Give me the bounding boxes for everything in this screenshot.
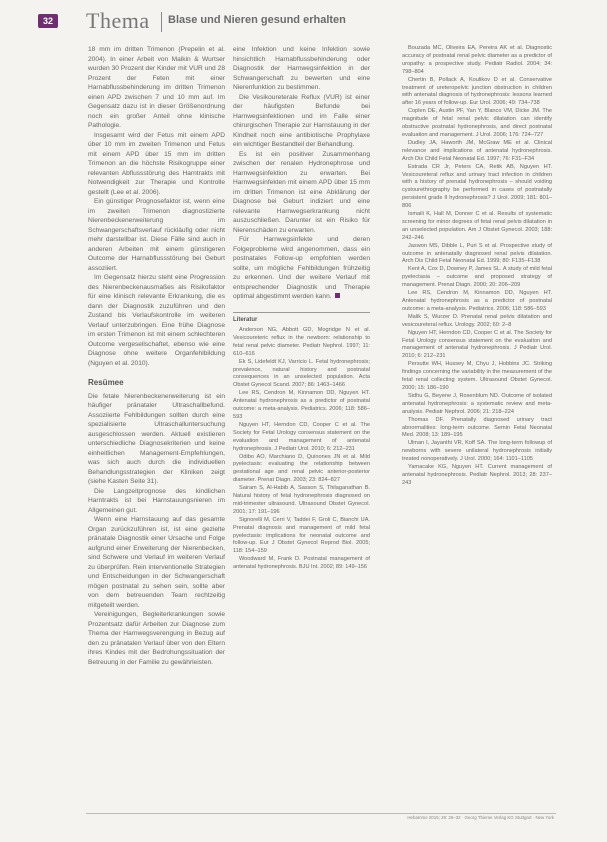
- reference-item: Lee RS, Cendron M, Kinnamon DD, Nguyen HT. Antenatal hydronephrosis as a predictor of postnatal outcome: a meta-analysis. Pediatrics. 2006; 118: 586–593: [402, 290, 552, 312]
- paragraph: eine Infektion und keine Infektion sowie hinsichtlich Harnabflussbehinderung oder Diagnostik der Harnwegsinfektion in der Schwangerschaft zu bewerten und eine Nierenfunktion zu bestimmen.: [233, 46, 370, 91]
- paragraph: Ein günstiger Prognosefaktor ist, wenn eine im zweiten Trimenon diagnostizierte Nierenbeckenerweiterung im Schwangerschaftsverlauf rückläufig oder nicht mehr darstellbar ist. Diese Fälle sind auch in anderen Arbeiten mit einem günstigeren Outcome der Harnabflussstörung bei Geburt assoziiert.: [88, 198, 225, 272]
- text-column-1: [88, 45, 225, 805]
- article-end-mark: [335, 293, 340, 298]
- summary-paragraph: Vereinigungen, Begleiterkrankungen sowie Prozentsatz dafür Arbeiten zur Diagnose zum Thema der Harnwegsverengung in Bezug auf den zu pränatalen Verlauf über von den Eltern ihres Kindes mit der Bedrohungssituation der Betreuung in der Familie zu gewährleisten.: [88, 611, 225, 666]
- reference-item: Jaswon MS, Dibble L, Puri S et al. Prospective study of outcome in antenatally diagnosed renal pelvis dilatation. Arch Dis Child Fetal Neonatal Ed. 1999; 80: F135–F138: [402, 242, 552, 265]
- reference-item: Signorelli M, Cerri V, Taddei F, Groli C, Bianchi UA. Prenatal diagnosis and management of mild fetal pyelectasis: implications for neonatal outcome and follow-up. Eur J Obstet Gynecol Reprod Biol. 2005; 118: 154–159: [233, 516, 370, 555]
- section-heading-resuemee: Resümee: [88, 378, 124, 387]
- summary-paragraph: Die fetale Nierenbeckenerweiterung ist ein häufiger pränataler Ultraschallbefund. Assoziierte Fehlbildungen sollten durch eine spezialisierte Ultraschalluntersuchung ausgeschlossen werden. Aktuell existieren unterschiedliche Diagnosekriterien und keine einheitlichen Management-Empfehlungen, was sich auch durch die individuellen Behandlungsstrategien der Kliniken zeigt (siehe Kasten Seite 31).: [88, 392, 225, 485]
- paragraph: Es ist ein positiver Zusammenhang zwischen der renalen Hydronephrose und Harnwegsinfektion zu erwarten. Bei Harnwegsinfekten mit einem APD über 15 mm im dritten Trimenon ist eine Abklärung der Diagnose bei Geburt indiziert und eine relevante Harnwegserkrankung nicht auszuschließen. Darunter ist ein Risiko für Nierenschäden zu erwarten.: [233, 150, 370, 234]
- reference-item: Ismaili K, Hall M, Donner C et al. Results of systematic screening for minor degrees of fetal renal pelvis dilatation in an unselected population. Am J Obstet Gynecol. 2003; 188: 242–246: [402, 211, 552, 241]
- reference-item: Kent A, Cox D, Downey P, James SL. A study of mild fetal pyelectasia – outcome and proposed strategy of management. Prenat Diagn. 2000; 20: 206–209: [402, 266, 552, 289]
- reference-item: Yamacake KG, Nguyen HT. Current management of antenatal hydronephrosis. Pediatr Nephrol. 2013; 28: 237–243: [402, 464, 552, 486]
- reference-item: Lee RS, Cendron M, Kinnamon DD, Nguyen HT. Antenatal hydronephrosis as a predictor of postnatal outcome: a meta-analysis. Pediatrics. 2006; 118: 586–593: [233, 390, 370, 420]
- summary-paragraph: Wenn eine Harnstauung auf das gesamte Organ zurückzuführen ist, ist eine gezielte pränatale Diagnostik einer Ursache und Folge aufgrund einer Erweiterung der Nierenbecken, sind Schwere und Verlauf im weiteren Verlauf zu überprüfen. Rein interventionelle Strategien und Entscheidungen in der Schwangerschaft mögen postnatal zu sehen sein, sollte aber von dem betreuenden Team rechtzeitig mitgeteilt werden.: [88, 516, 225, 609]
- paragraph-last: Für Harnwegsinfekte und deren Folgeprobleme wird angenommen, dass ein postnatales Follow-up empfohlen werden sollte, um mögliche Fehlbildungen frühzeitig zu erkennen. Und der weitere Verlauf mit entsprechender Diagnostik und Therapie optimal abgestimmt werden kann.: [233, 236, 370, 300]
- paragraph: Im Gegensatz hierzu steht eine Progression des Nierenbeckenausmaßes als Risikofaktor für eine klinisch relevante Erkrankung, die es dann der Diagnostik zuzuführen und den Zustand bis Verlaufskontrolle im weiteren Verlauf unterzubringen. Eine frühe Diagnose im ersten Trimenon ist mit einem schlechteren Outcome vergesellschaftet, ebenso wie eine Diagnose ohne weitere Organfehlbildung (Nguyen et al. 2010).: [88, 274, 225, 367]
- article-title: Blase und Nieren gesund erhalten: [168, 14, 346, 26]
- paragraph: 18 mm im dritten Trimenon (Prepelin et al. 2004). In einer Arbeit von Malkin & Wurtser wurden 30 Prozent der Kinder mit VUR und 28 Prozent der Feten mit einer Harnabflussbehinderung im dritten Trimenon einen APD zwischen 7 und 10 mm auf. Im Gegensatz dazu ist in dieser Größenordnung noch ein großer Anteil ohne klinische Pathologie.: [88, 46, 225, 129]
- reference-item: Ulman I, Jayanthi VR, Koff SA. The long-term followup of newborns with severe unilateral hydronephrosis initially treated nonoperatively. J Urol. 2000; 164: 1101–1105: [402, 440, 552, 463]
- reference-item: Thomas DF. Prenatally diagnosed urinary tract abnormalities: long-term outcome. Semin Fetal Neonatal Med. 2008; 13: 189–195: [402, 416, 552, 439]
- reference-item: Coplen DE, Austin PF, Yan Y, Blanco VM, Dicke JM. The magnitude of fetal renal pelvic dilatation can identify obstructive postnatal hydronephrosis, and direct postnatal evaluation and management. J Urol. 2006; 176: 724–727: [402, 108, 552, 138]
- page-footer: Hebamme 2015; 28: 26–32 · Georg Thieme Verlag KG Stuttgart · New York: [407, 815, 554, 820]
- reference-item: Odibo AO, Marchiano D, Quinones JN et al. Mild pyelectasis: evaluating the relationship between gestational age and renal pelvic anterior-posterior diameter. Prenat Diagn. 2003; 23: 824–827: [233, 453, 370, 484]
- reference-item: Chertin B, Pollack A, Koulikov D et al. Conservative treatment of ureteropelvic junction obstruction in children with antenatal diagnosis of hydronephrosis: lessons learned after 16 years of follow-up. Eur Urol. 2006; 49: 734–738: [402, 76, 552, 107]
- paragraph: Insgesamt wird der Fetus mit einem APD über 10 mm im zweiten Trimenon und Fetus mit einem APD über 15 mm im dritten Trimenon an die höchste Risikogruppe einer relevanten Abflussstörung des Harntrakts mit Notwendigkeit zur Therapie und Kontrolle gestellt (Lee et al. 2006).: [88, 131, 225, 196]
- footer-divider: [86, 813, 556, 814]
- reference-item: Estrada CR Jr, Peters CA, Retik AB, Nguyen HT. Vesicoureteral reflux and urinary tract infection in children with a history of prenatal hydronephrosis – should voiding cystourethrography be performed in cases of postnatally persistent grade II hydronephrosis? J Urol. 2009; 181: 801–806: [402, 163, 552, 210]
- literature-divider: [233, 312, 370, 313]
- reference-item: Anderson NG, Abbott GD, Mogridge N et al. Vesicoureteric reflux in the newborn: relationship to fetal renal pelvic diameter. Pediatr Nephrol. 1997; 11: 610–616: [233, 327, 370, 357]
- reference-item: Woodward M, Frank D. Postnatal management of antenatal hydronephrosis. BJU Int. 2002; 89: 149–156: [233, 556, 370, 571]
- reference-item: Bouzada MC, Oliveira EA, Pereira AK et al. Diagnostic accuracy of postnatal renal pelvic diameter as a predictor of uropathy: a prospective study. Pediatr Radiol. 2004; 34: 798–804: [402, 45, 552, 75]
- reference-item: Persutte WH, Hussey M, Chyu J, Hobbins JC. Striking findings concerning the variability in the measurement of the fetal renal collecting system. Ultrasound Obstet Gynecol. 2000; 15: 186–190: [402, 361, 552, 391]
- header-divider: [161, 12, 162, 32]
- reference-item: Malik S, Wurzer D. Prenatal renal pelvis dilatation and vesicoureteral reflux. Urology. 2002; 60: 2–8: [402, 313, 552, 328]
- reference-item: Ek S, Lidefeldt KJ, Varricio L. Fetal hydronephrosis; prevalence, natural history and postnatal consequences in an unselected population. Acta Obstet Gynecol Scand. 2007; 86: 1463–1466: [233, 358, 370, 389]
- reference-column: [402, 45, 552, 805]
- section-rubric: Thema: [86, 8, 150, 33]
- reference-item: Nguyen HT, Herndon CD, Cooper C et al. The Society for Fetal Urology consensus statement on the evaluation and management of antenatal hydronephrosis. J Pediatr Urol. 2010; 6: 212–231: [233, 421, 370, 452]
- summary-paragraph: Die Langzeitprognose des kindlichen Harntrakts ist bei Harnstauungsnieren im Allgemeinen gut.: [88, 487, 225, 514]
- reference-item: Sidhu G, Beyene J, Rosenblum ND. Outcome of isolated antenatal hydronephrosis: a systematic review and meta-analysis. Pediatr Nephrol. 2006; 21: 218–224: [402, 392, 552, 415]
- reference-item: Dudley JA, Haworth JM, McGraw ME et al. Clinical relevance and implications of antenatal hydronephrosis. Arch Dis Child Fetal Neonatal Ed. 1997; 76: F31–F34: [402, 139, 552, 162]
- literature-heading: Literatur: [233, 316, 258, 323]
- reference-item: Sairam S, Al-Habib A, Sasson S, Thilaganathan B. Natural history of fetal hydronephrosis diagnosed on mid-trimester ultrasound. Ultrasound Obstet Gynecol. 2001; 17: 191–196: [233, 485, 370, 515]
- reference-item: Nguyen HT, Herndon CD, Cooper C et al. The Society for Fetal Urology consensus statement on the evaluation and management of antenatal hydronephrosis. J Pediatr Urol. 2010; 6: 212–231: [402, 329, 552, 360]
- text-column-2: [233, 45, 370, 795]
- paragraph: Die Vesikoureterale Reflux (VUR) ist einer der häufigsten Befunde bei Harnwegsinfektionen und im Falle einer chirurgischen Therapie zur Harnstauung in der Kindheit noch eine antibiotische Prophylaxe ein wichtiger Bestandteil der Behandlung.: [233, 93, 370, 148]
- page-number-badge: 32: [38, 14, 58, 28]
